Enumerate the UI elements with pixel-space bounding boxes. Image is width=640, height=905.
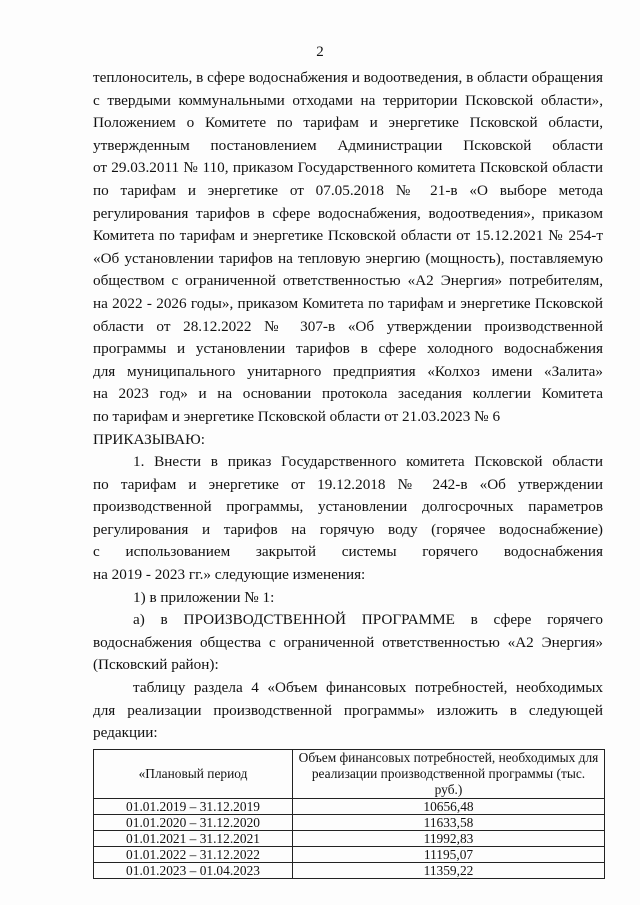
text-line: от 29.03.2011 № 110, приказом Государственного комитета Псковской области (93, 159, 603, 177)
period-cell: 01.01.2021 – 31.12.2021 (94, 830, 293, 846)
text-line: программы и установлении тарифов в сфере холодного водоснабжения (93, 340, 603, 358)
period-column-header: «Плановый период (94, 749, 293, 798)
text-line: с использованием закрытой системы горячего водоснабжения (93, 543, 603, 561)
item-1-paragraph (93, 451, 603, 587)
text-line: области от 28.12.2022 № 307-в «Об утверждении производственной (93, 317, 603, 335)
text-line: на 2019 - 2023 гг.» следующие изменения: (93, 566, 366, 584)
value-cell: 11992,83 (293, 830, 605, 846)
text-line: (Псковский район): (93, 656, 219, 674)
table-header-row (94, 749, 605, 798)
page-number: 2 (316, 44, 324, 60)
text-line: Комитета по тарифам и энергетике Псковской области от 15.12.2021 № 254-т (93, 227, 603, 245)
text-line: таблицу раздела 4 «Объем финансовых потребностей, необходимых (133, 679, 603, 697)
value-cell: 11633,58 (293, 814, 605, 830)
table-row (94, 830, 605, 846)
text-line: на 2022 - 2026 годы», приказом Комитета по тарифам и энергетике Псковской (93, 294, 603, 312)
text-line: 1. Внести в приказ Государственного комитета Псковской области (133, 453, 603, 471)
text-line: по тарифам и энергетике от 19.12.2018 № 242-в «Об утверждении (93, 475, 603, 493)
order-word: ПРИКАЗЫВАЮ: (93, 430, 205, 448)
text-line: обществом с ограниченной ответственностью «А2 Энергия» потребителям, (93, 272, 603, 290)
value-cell: 10656,48 (293, 798, 605, 814)
document-body (93, 67, 603, 879)
table-row (94, 814, 605, 830)
text-line: теплоноситель, в сфере водоснабжения и водоотведения, в области обращения (93, 69, 603, 86)
text-line: с твердыми коммунальными отходами на территории Псковской области», (93, 91, 603, 109)
table-row (94, 862, 605, 878)
preamble-paragraph (93, 67, 603, 429)
text-line: регулирования и тарифов на горячую воду (горячее водоснабжение) (93, 520, 603, 538)
text-line: регулирования тарифов в сфере водоснабжения, водоотведения», приказом (93, 204, 603, 222)
text-line: Положением о Комитете по тарифам и энергетике Псковской области, (93, 114, 603, 132)
table-row (94, 798, 605, 814)
text-line: утвержденным постановлением Администрации Псковской области (93, 136, 603, 154)
text-line: по тарифам и энергетике от 07.05.2018 № 21-в «О выборе метода (93, 181, 603, 199)
period-cell: 01.01.2020 – 31.12.2020 (94, 814, 293, 830)
text-line: на 2023 год» и на основании протокола заседания коллегии Комитета (93, 385, 603, 403)
text-line: редакции: (93, 724, 158, 742)
table-row (94, 846, 605, 862)
text-line: для муниципального унитарного предприятия «Колхоз имени «Залита» (93, 362, 603, 380)
financial-needs-table (93, 749, 605, 879)
text-line: для реализации производственной программы» изложить в следующей (93, 701, 603, 719)
value-cell: 11195,07 (293, 846, 605, 862)
period-cell: 01.01.2019 – 31.12.2019 (94, 798, 293, 814)
text-line: «Об установлении тарифов на тепловую энергию (мощность), поставляемую (93, 249, 603, 267)
text-line: производственной программы, установлении долгосрочных параметров (93, 498, 603, 516)
volume-column-header: Объем финансовых потребностей, необходимых для реализации производственной программы (тыс. руб.) (293, 749, 605, 798)
text-line: по тарифам и энергетике Псковской области от 21.03.2023 № 6 (93, 407, 501, 425)
period-cell: 01.01.2022 – 31.12.2022 (94, 846, 293, 862)
period-cell: 01.01.2023 – 01.04.2023 (94, 862, 293, 878)
subitem-a-paragraph (93, 609, 603, 677)
text-line: водоснабжения общества с ограниченной ответственностью «А2 Энергия» (93, 633, 603, 651)
text-line: а) в ПРОИЗВОДСТВЕННОЙ ПРОГРАММЕ в сфере горячего (133, 611, 603, 629)
table-intro-paragraph (93, 677, 603, 745)
subitem-1: 1) в приложении № 1: (133, 588, 275, 606)
value-cell: 11359,22 (293, 862, 605, 878)
